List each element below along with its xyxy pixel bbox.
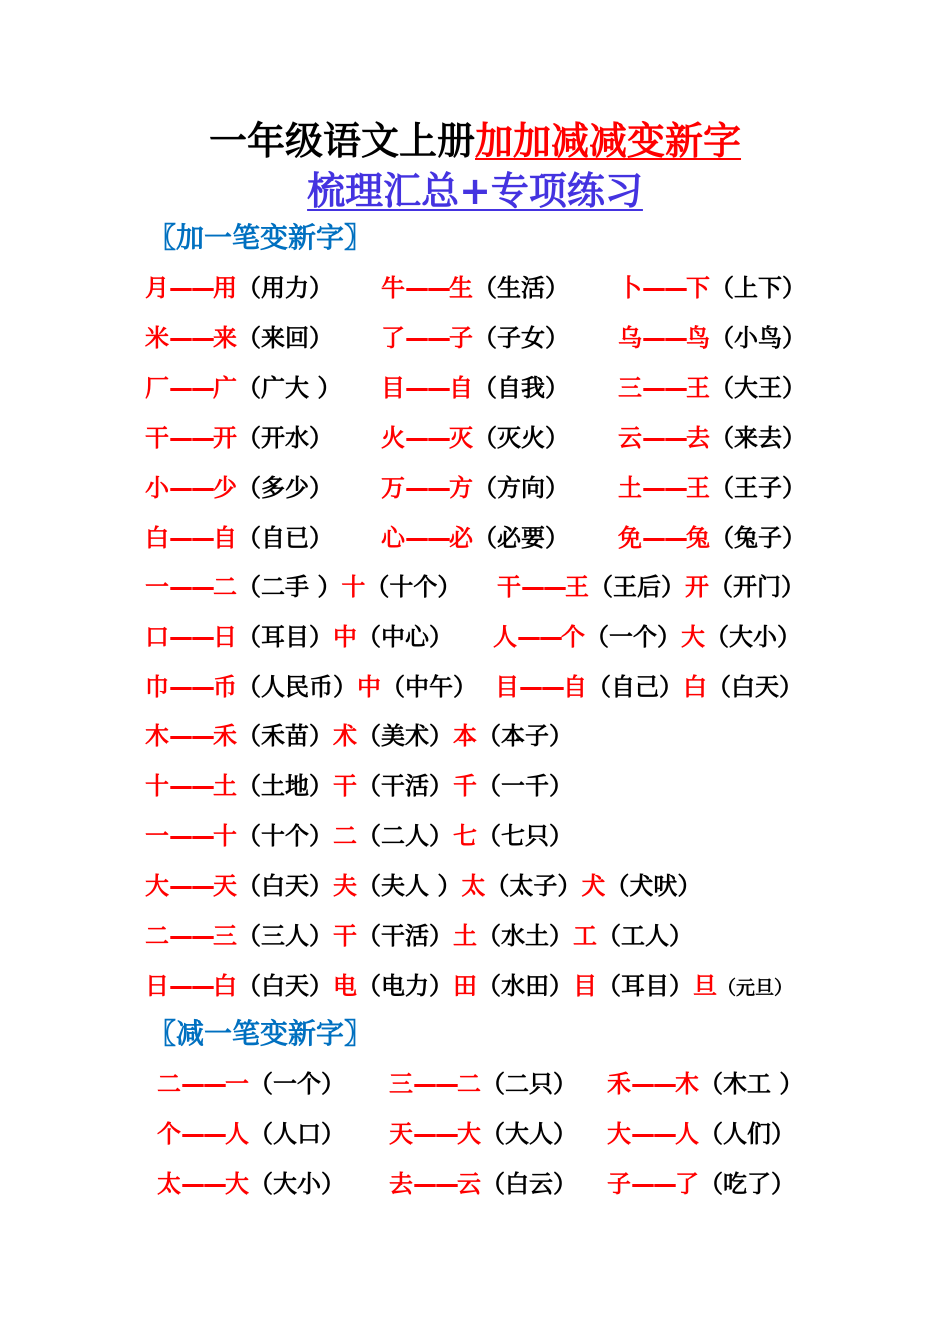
base-character: 大 (607, 1120, 631, 1148)
word-group (493, 617, 801, 657)
new-character: 来 (213, 324, 237, 352)
base-character: 了 (381, 324, 405, 352)
new-character: 王 (565, 573, 589, 601)
example-word: （生活） (473, 274, 569, 302)
new-character: 中 (333, 623, 357, 651)
word-row (0, 1064, 950, 1104)
new-character: 大 (681, 623, 705, 651)
word-group (381, 318, 569, 358)
dash-separator: —— (631, 1070, 675, 1098)
example-word: （必要） (473, 524, 569, 552)
base-character: 大 (145, 872, 169, 900)
dash-separator: —— (169, 872, 213, 900)
word-group (381, 518, 569, 558)
example-word: （中心） (357, 623, 453, 651)
base-character: 二 (157, 1070, 181, 1098)
new-character: 工 (573, 922, 597, 950)
word-group (145, 866, 701, 906)
word-group (381, 268, 569, 308)
word-row (0, 816, 950, 856)
word-row (0, 766, 950, 806)
base-character: 天 (389, 1120, 413, 1148)
base-character: 小 (145, 474, 169, 502)
example-word: （水土） (477, 922, 573, 950)
word-group (157, 1114, 345, 1154)
example-word: （一个） (249, 1070, 345, 1098)
dash-separator: —— (517, 623, 561, 651)
example-word: （人们） (699, 1120, 795, 1148)
word-row (0, 1164, 950, 1204)
dash-separator: —— (642, 374, 686, 402)
word-group (145, 268, 333, 308)
example-word: （一个） (585, 623, 681, 651)
base-character: 十 (145, 772, 169, 800)
new-character: 灭 (449, 424, 473, 452)
new-character: 大 (457, 1120, 481, 1148)
base-character: 禾 (607, 1070, 631, 1098)
word-row (0, 567, 950, 607)
dash-separator: —— (169, 424, 213, 452)
section-heading-add: 〖加一笔变新字〗 (148, 221, 373, 254)
new-character: 天 (213, 872, 237, 900)
new-character: 千 (453, 772, 477, 800)
word-row (0, 368, 950, 408)
word-row (0, 1114, 950, 1154)
new-character: 开 (685, 573, 709, 601)
base-character: 巾 (145, 673, 169, 701)
new-character: 方 (449, 474, 473, 502)
new-character: 了 (675, 1170, 699, 1198)
example-word: （木工 ） (699, 1070, 804, 1098)
word-group (495, 667, 803, 707)
example-word: （王后） (589, 573, 685, 601)
base-character: 一 (145, 822, 169, 850)
example-word: （大人） (481, 1120, 577, 1148)
new-character: 干 (333, 922, 357, 950)
word-row (0, 716, 950, 756)
dash-separator: —— (413, 1170, 457, 1198)
base-character: 三 (618, 374, 642, 402)
example-word: （水田） (477, 972, 573, 1000)
dash-separator: —— (405, 274, 449, 302)
word-row (0, 268, 950, 308)
dash-separator: —— (405, 324, 449, 352)
example-word: （吃了） (699, 1170, 795, 1198)
base-character: 口 (145, 623, 169, 651)
new-character: 子 (449, 324, 473, 352)
example-word: （白天） (237, 872, 333, 900)
page-subtitle: 梳理汇总+专项练习 (307, 169, 643, 213)
new-character: 生 (449, 274, 473, 302)
new-character: 去 (686, 424, 710, 452)
dash-separator: —— (169, 972, 213, 1000)
example-word: （白天） (237, 972, 333, 1000)
dash-separator: —— (169, 673, 213, 701)
word-group (145, 667, 477, 707)
word-row (0, 318, 950, 358)
dash-separator: —— (181, 1120, 225, 1148)
word-group (145, 418, 333, 458)
new-character: 三 (213, 922, 237, 950)
dash-separator: —— (169, 722, 213, 750)
new-character: 木 (675, 1070, 699, 1098)
word-group (381, 418, 569, 458)
new-character: 人 (225, 1120, 249, 1148)
example-word: （大小） (705, 623, 801, 651)
base-character: 土 (618, 474, 642, 502)
example-word: （耳目） (597, 972, 693, 1000)
example-word: （广大 ） (237, 374, 342, 402)
word-group (145, 966, 793, 1008)
dash-separator: —— (169, 274, 213, 302)
example-word: （多少） (237, 474, 333, 502)
dash-separator: —— (181, 1070, 225, 1098)
word-group (381, 368, 569, 408)
new-character: 白 (213, 972, 237, 1000)
base-character: 卜 (618, 274, 642, 302)
dash-separator: —— (642, 274, 686, 302)
word-group (157, 1064, 345, 1104)
new-character: 鸟 (686, 324, 710, 352)
example-word: （小鸟） (710, 324, 806, 352)
base-character: 火 (381, 424, 405, 452)
new-character: 二 (213, 573, 237, 601)
dash-separator: —— (521, 573, 565, 601)
word-group (145, 816, 573, 856)
example-word: （灭火） (473, 424, 569, 452)
new-character: 兔 (686, 524, 710, 552)
word-row (0, 418, 950, 458)
word-group (145, 318, 333, 358)
new-character: 二 (333, 822, 357, 850)
word-group (145, 518, 333, 558)
new-character: 云 (457, 1170, 481, 1198)
new-character: 禾 (213, 722, 237, 750)
dash-separator: —— (405, 424, 449, 452)
example-word: （王子） (710, 474, 806, 502)
base-character: 干 (145, 424, 169, 452)
new-character: 田 (453, 972, 477, 1000)
dash-separator: —— (631, 1170, 675, 1198)
example-word: （本子） (477, 722, 573, 750)
example-word: （十个） (237, 822, 333, 850)
new-character: 人 (675, 1120, 699, 1148)
example-word: （子女） (473, 324, 569, 352)
new-character: 十 (341, 573, 366, 601)
dash-separator: —— (169, 524, 213, 552)
new-character: 下 (686, 274, 710, 302)
word-group (389, 1114, 577, 1154)
example-word: （二手 ） (237, 573, 342, 601)
new-character: 少 (213, 474, 237, 502)
base-character: 子 (607, 1170, 631, 1198)
example-word: （电力） (357, 972, 453, 1000)
new-character: 自 (563, 673, 587, 701)
base-character: 人 (493, 623, 517, 651)
dash-separator: —— (413, 1070, 457, 1098)
example-word: （一千） (477, 772, 573, 800)
new-character: 用 (213, 274, 237, 302)
word-group (497, 567, 805, 607)
word-group (607, 1164, 795, 1204)
example-word: （夫人 ） (357, 872, 462, 900)
example-word: （工人） (597, 922, 693, 950)
example-word: （自我） (473, 374, 569, 402)
example-word: （二人） (357, 822, 453, 850)
dash-separator: —— (519, 673, 563, 701)
base-character: 目 (495, 673, 519, 701)
word-group (618, 418, 806, 458)
example-word: （来去） (710, 424, 806, 452)
dash-separator: —— (169, 772, 213, 800)
base-character: 二 (145, 922, 169, 950)
dash-separator: —— (169, 474, 213, 502)
base-character: 个 (157, 1120, 181, 1148)
new-character: 土 (213, 772, 237, 800)
word-group (618, 518, 806, 558)
base-character: 心 (381, 524, 405, 552)
example-word: （干活） (357, 922, 453, 950)
word-group (607, 1114, 795, 1154)
dash-separator: —— (405, 474, 449, 502)
word-group (145, 468, 333, 508)
new-character: 犬 (581, 872, 606, 900)
word-group (389, 1064, 577, 1104)
new-character: 必 (449, 524, 473, 552)
new-character: 自 (449, 374, 473, 402)
base-character: 牛 (381, 274, 405, 302)
new-character: 广 (213, 374, 237, 402)
example-word: （干活） (357, 772, 453, 800)
word-row (0, 617, 950, 657)
dash-separator: —— (405, 524, 449, 552)
new-character: 王 (686, 374, 710, 402)
example-word: （自已） (237, 524, 333, 552)
example-word: （来回） (237, 324, 333, 352)
example-word: （上下） (710, 274, 806, 302)
example-word: （犬吠） (605, 872, 702, 900)
word-group (618, 368, 806, 408)
base-character: 米 (145, 324, 169, 352)
word-group (607, 1064, 803, 1104)
new-character: 王 (686, 474, 710, 502)
dash-separator: —— (642, 474, 686, 502)
word-group (618, 468, 806, 508)
dash-separator: —— (642, 524, 686, 552)
new-character: 二 (457, 1070, 481, 1098)
dash-separator: —— (169, 324, 213, 352)
example-word: （耳目） (237, 623, 333, 651)
example-word: （人口） (249, 1120, 345, 1148)
dash-separator: —— (642, 424, 686, 452)
example-word: （自己） (587, 673, 683, 701)
title-part1: 一年级语文上册 (208, 119, 475, 163)
word-row (0, 667, 950, 707)
base-character: 木 (145, 722, 169, 750)
word-group (618, 268, 806, 308)
example-word: （太子） (485, 872, 582, 900)
new-character: 自 (213, 524, 237, 552)
dash-separator: —— (413, 1120, 457, 1148)
page-title (0, 116, 950, 166)
new-character: 个 (561, 623, 585, 651)
word-group (381, 468, 569, 508)
example-word: （开水） (237, 424, 333, 452)
word-row (0, 916, 950, 956)
example-word: （美术） (357, 722, 453, 750)
new-character: 土 (453, 922, 477, 950)
base-character: 乌 (618, 324, 642, 352)
section-heading-subtract: 〖减一笔变新字〗 (148, 1017, 373, 1050)
new-character: 七 (453, 822, 477, 850)
new-character: 十 (213, 822, 237, 850)
example-word: （大小） (249, 1170, 345, 1198)
example-word: （兔子） (710, 524, 806, 552)
base-character: 干 (497, 573, 521, 601)
dash-separator: —— (169, 573, 213, 601)
word-row (0, 866, 950, 906)
example-word: （开门） (709, 573, 805, 601)
example-word: （白云） (481, 1170, 577, 1198)
new-character: 白 (683, 673, 707, 701)
base-character: 目 (381, 374, 405, 402)
base-character: 万 (381, 474, 405, 502)
new-character: 大 (225, 1170, 249, 1198)
word-group (145, 716, 573, 756)
example-word: （土地） (237, 772, 333, 800)
example-word: （用力） (237, 274, 333, 302)
new-character: 术 (333, 722, 357, 750)
word-row (0, 518, 950, 558)
example-word: （十个） (365, 573, 462, 601)
dash-separator: —— (169, 374, 213, 402)
example-word: （中午） (381, 673, 477, 701)
dash-separator: —— (181, 1170, 225, 1198)
example-word: （大王） (710, 374, 806, 402)
dash-separator: —— (631, 1120, 675, 1148)
new-character: 电 (333, 972, 357, 1000)
new-character: 中 (357, 673, 381, 701)
example-word: （白天） (707, 673, 803, 701)
new-character: 目 (573, 972, 597, 1000)
word-group (618, 318, 806, 358)
new-character: 夫 (333, 872, 357, 900)
new-character: 太 (461, 872, 486, 900)
word-group (145, 916, 693, 956)
example-word: （方向） (473, 474, 569, 502)
base-character: 云 (618, 424, 642, 452)
word-group (145, 567, 461, 607)
word-group (145, 617, 453, 657)
new-character: 旦 (693, 972, 717, 1000)
word-group (157, 1164, 345, 1204)
base-character: 厂 (145, 374, 169, 402)
example-word: （禾苗） (237, 722, 333, 750)
dash-separator: —— (642, 324, 686, 352)
example-word: （人民币） (237, 673, 357, 701)
base-character: 免 (618, 524, 642, 552)
base-character: 去 (389, 1170, 413, 1198)
example-word: （元旦） (717, 977, 794, 999)
dash-separator: —— (405, 374, 449, 402)
base-character: 日 (145, 972, 169, 1000)
dash-separator: —— (169, 623, 213, 651)
new-character: 开 (213, 424, 237, 452)
example-word: （七只） (477, 822, 573, 850)
base-character: 月 (145, 274, 169, 302)
title-part2: 加加减减变新字 (475, 119, 742, 163)
new-character: 币 (213, 673, 237, 701)
new-character: 本 (453, 722, 477, 750)
example-word: （二只） (481, 1070, 577, 1098)
base-character: 白 (145, 524, 169, 552)
example-word: （三人） (237, 922, 333, 950)
word-row (0, 468, 950, 508)
base-character: 一 (145, 573, 169, 601)
dash-separator: —— (169, 822, 213, 850)
word-group (145, 766, 573, 806)
dash-separator: —— (169, 922, 213, 950)
word-group (389, 1164, 577, 1204)
word-group (145, 368, 341, 408)
new-character: 日 (213, 623, 237, 651)
word-row (0, 966, 950, 1006)
new-character: 干 (333, 772, 357, 800)
base-character: 太 (157, 1170, 181, 1198)
base-character: 三 (389, 1070, 413, 1098)
new-character: 一 (225, 1070, 249, 1098)
